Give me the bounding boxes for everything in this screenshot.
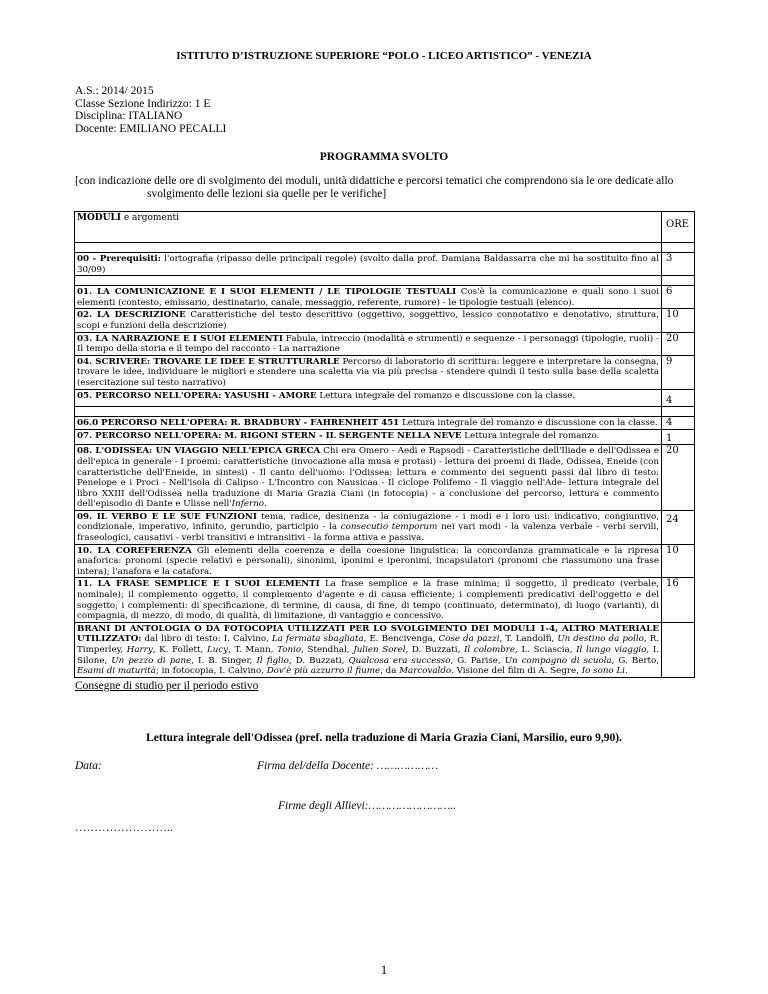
table-row: [75, 544, 695, 578]
module-text: Fabula, intreccio (modalità e strumenti) e sequenze - i personaggi (tipologie, ruoli) - Il tempo della storia e il tempo del racconto - La narrazione: [77, 333, 660, 355]
header-ore: ORE: [662, 212, 695, 243]
header-argomenti: e argomenti: [121, 213, 180, 223]
note-line-2: svolgimento delle lezioni sia quelle per le verifiche]: [147, 188, 387, 200]
module-cell: [75, 544, 662, 578]
table-row: [75, 286, 695, 309]
module-text: Lettura integrale del romanzo e discussione con la classe.: [399, 418, 658, 429]
module-title: 03. LA NARRAZIONE E I SUOI ELEMENTI: [77, 333, 283, 344]
module-text-end: nei vari modi - la valenza verbale - verbi servili, fraseologici, causativi - verbi transitivi e intransitivi - la forma attiva e passiva.: [77, 522, 659, 544]
module-title: 04. SCRIVERE: TROVARE LE IDEE E STRUTTURARLE: [77, 356, 340, 367]
students-signatures: Firme degli Allievi:……………………..: [278, 800, 457, 812]
module-cell: [75, 445, 662, 511]
module-title: 02. LA DESCRIZIONE: [77, 310, 186, 321]
table-row: [75, 578, 695, 622]
module-title: 08. L'ODISSEA: UN VIAGGIO NELL'EPICA GRECA: [77, 446, 321, 457]
module-title: 00 - Prerequisiti:: [77, 254, 161, 264]
hours-cell: 3: [662, 253, 695, 276]
materials-cell: BRANI DI ANTOLOGIA O DA FOTOCOPIA UTILIZZATI PER LO SVOLGIMENTO DEI MODULI 1-4, ALTRO MATERIALE UTILIZZATO: dal libro di testo: I. Calvino, La fermata sbagliata, E. Bencivenga, Cose da pazzi, T. Landolfi, Un destino da pollo, R. Timperley, Harry, K. Follett, Lucy, T. Mann, Tonio, Stendhal, Julien Sorel, D. Buzzati, Il colombre, L. Sciascia, Il lungo viaggio, I. Silone, Un pezzo di pane, I. B. Singer, Il figlio, D. Buzzati, Qualcosa era successo, G. Parise, Un compagno di scuola, G. Berto, Esami di maturità; in fotocopia, I. Calvino, Dov'è più azzurro il fiume, da Marcovaldo. Visione del film di A. Segre, Io sono Li.: [75, 622, 662, 677]
table-row: [75, 429, 695, 445]
hours-cell: 4: [662, 417, 695, 430]
module-title: 07. PERCORSO NELL'OPERA: M. RIGONI STERN - IL SERGENTE NELLA NEVE: [77, 430, 462, 441]
module-cell: [75, 309, 662, 332]
table-row: [75, 510, 695, 544]
hours-cell: 10: [662, 544, 695, 578]
header-modules-cell: [75, 212, 662, 243]
module-text: Lettura integrale del romanzo e discussione con la classe.: [316, 390, 576, 401]
hours-cell: 1: [662, 429, 695, 445]
module-title: 09. IL VERBO E LE SUE FUNZIONI: [77, 511, 257, 522]
module-text-italic: Inferno: [231, 499, 265, 510]
module-cell: [75, 332, 662, 355]
program-note: [75, 175, 715, 201]
separator-row: [75, 243, 695, 253]
module-cell: [75, 286, 662, 309]
module-cell: [75, 253, 662, 276]
module-text-italic: consecutio temporum: [340, 522, 438, 533]
table-row: [75, 355, 695, 389]
program-table: [74, 211, 695, 678]
separator-row: [75, 407, 695, 417]
module-text: Cos'è la comunicazione e quali sono i suoi elementi (contesto, emissario, destinatario, canale, messaggio, referente, rumore) - le tipologie testuali (elenco).: [77, 287, 659, 308]
module-title: 05. PERCORSO NELL'OPERA: YASUSHI - AMORE: [77, 390, 317, 401]
separator-row: [75, 276, 695, 286]
hours-cell: 20: [662, 332, 695, 355]
page-number: 1: [380, 962, 388, 977]
module-text: Percorso di laboratorio di scrittura: leggere e interpretare la consegna, trovare le idee, individuare le migliori e stendere una scaletta via via più precisa - stendere quindi il testo sulla base della scaletta (esercitazione sul testo narrativo): [77, 356, 659, 388]
table-row: [75, 622, 695, 677]
table-row: [75, 309, 695, 332]
module-text: tema, radice, desinenza - la coniugazione - i modi e i loro usi: indicativo, congiuntivo, condizionale, imperativo, infinito, gerundio, participio - la: [77, 511, 659, 533]
school-year: A.S.: 2014/ 2015: [75, 85, 154, 97]
hours-cell: [662, 622, 695, 677]
program-title: PROGRAMMA SVOLTO: [319, 151, 449, 163]
consegne-heading: Consegne di studio per il periodo estivo: [75, 680, 259, 692]
summer-reading: Lettura integrale dell'Odissea (pref. nella traduzione di Maria Grazia Ciani, Marsilio, euro 9,90).: [146, 732, 622, 744]
module-cell: [75, 429, 662, 445]
hours-cell: 4: [662, 389, 695, 407]
hours-cell: 9: [662, 355, 695, 389]
table-row: [75, 417, 695, 430]
module-title: 11. LA FRASE SEMPLICE E I SUOI ELEMENTI: [77, 579, 320, 590]
teacher: Docente: EMILIANO PECALLI: [75, 122, 227, 135]
module-text-end: .: [264, 499, 267, 510]
module-title: 01. LA COMUNICAZIONE E I SUOI ELEMENTI / LE TIPOLOGIE TESTUALI: [77, 287, 457, 298]
table-header-row: [75, 212, 695, 243]
module-title: 10. LA COREFERENZA: [77, 545, 192, 556]
subject: Disciplina: ITALIANO: [75, 110, 183, 122]
module-cell: [75, 389, 662, 407]
table-row: [75, 332, 695, 355]
header-moduli: MODULI: [77, 213, 121, 223]
module-title: 06.0 PERCORSO NELL'OPERA: R. BRADBURY - FAHRENHEIT 451: [77, 418, 400, 429]
hours-cell: 10: [662, 309, 695, 332]
hours-cell: 20: [662, 445, 695, 511]
module-text: Lettura integrale del romanzo.: [461, 430, 600, 441]
hours-cell: 6: [662, 286, 695, 309]
materials-title: BRANI DI ANTOLOGIA O DA FOTOCOPIA UTILIZZATI PER LO SVOLGIMENTO DEI MODULI 1-4, ALTRO MATERIALE UTILIZZATO:: [77, 623, 659, 645]
module-text: Chi era Omero - Aedi e Rapsodi - Caratteristiche dell'Iliade e dell'Odissea e dell'epica in generale - I proemi: caratteristiche (invocazione alla musa e protasi) - lettura dei proemi di Ilade, Odissea, Eneide (con caratteristiche dell'Eneide, in sintesi) - Il canto dell'uomo: l'Odissea: lettura e commento dei seguenti passi dal libro di testo: Penelope e i Proci - Nell'isola di Calipso - L'Incontro con Nausicaa - Il ciclope Polifemo - Il viaggio nell'Ade- lettura integrale del libro XXIII dell'Odissea nella traduzione di Maria Grazia Ciani (in fotocopia) - a conclusione del percorso, lettura e commento dell'episodio di Dante e Ulisse nell': [77, 446, 659, 510]
module-text: l'ortografia (ripasso delle principali regole) (svolto dalla prof. Damiana Baldassarra che mi ha sostituito fino al 30/09): [77, 254, 659, 275]
table-row: [75, 389, 695, 407]
module-cell: [75, 510, 662, 544]
note-line-1: [con indicazione delle ore di svolgimento dei moduli, unità didattiche e percorsi tematici che comprendono sia le ore dedicate allo: [75, 175, 674, 187]
class-section: Classe Sezione Indirizzo: 1 E: [75, 97, 211, 110]
module-cell: [75, 355, 662, 389]
module-cell: [75, 578, 662, 622]
module-text: La frase semplice e la frase minima; il soggetto, il predicato (verbale, nominale); il complemento oggetto, il complemento d'agente e di causa efficiente; i complementi predicativi dell'oggetto e del soggetto; i complementi: di specificazione, di termine, di causa, di fine, di tempo (continuato, determinato), di luogo (varianti), di compagnia, di mezzo, di modo, di qualità, di limitazione, di vantaggio e concessivo.: [77, 579, 659, 622]
table-row: [75, 253, 695, 276]
module-text: Gli elementi della coerenza e della coesione linguistica: la concordanza grammaticale e la ripresa anaforica: pronomi (specie relativi e personali), sinonimi, iponimi e iperonimi, incapsulatori (pronomi che riassumono una frase intera); l'anafora e la catafora.: [77, 545, 659, 577]
institute-header: ISTITUTO D’ISTRUZIONE SUPERIORE “POLO - LICEO ARTISTICO” - VENEZIA: [176, 50, 592, 62]
date-label: Data:: [75, 760, 102, 772]
signature-line: ……………………..: [75, 822, 173, 834]
document-meta: [75, 85, 226, 135]
hours-cell: 24: [662, 510, 695, 544]
teacher-signature: Firma del/della Docente: ………………: [257, 760, 439, 772]
module-cell: [75, 417, 662, 430]
table-row: [75, 445, 695, 511]
hours-cell: 16: [662, 578, 695, 622]
module-text: Caratteristiche del testo descrittivo (oggettivo, soggettivo, lessico connotativo e denotativo, struttura, scopi e funzioni della descrizione): [77, 310, 659, 331]
